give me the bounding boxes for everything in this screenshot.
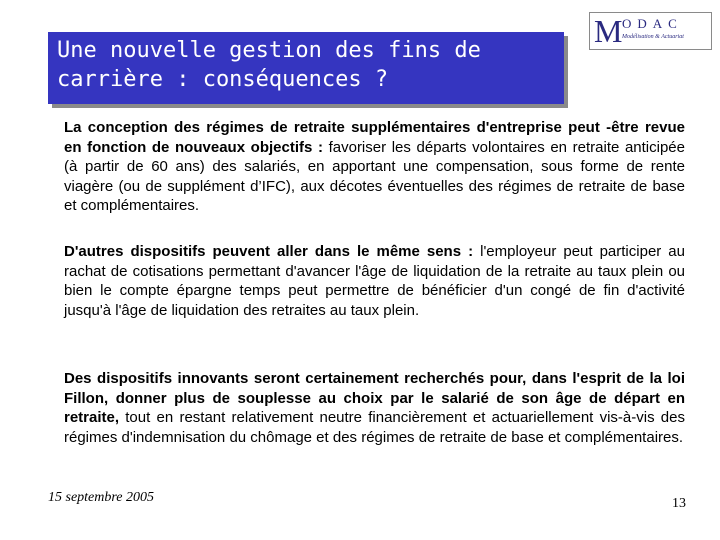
paragraph-supplementary-pensions bbox=[64, 118, 685, 216]
modac-logo bbox=[589, 12, 712, 50]
slide-title-box bbox=[48, 32, 564, 104]
paragraph-2-text: l'employeur peut participer au rachat de cotisations permettant d'avancer l'âge de liquidation de la retraite au taux plein ou bien le compte épargne temps peut permettre de bénéficier d'un congé de fin d'activité jusqu'à l'âge de liquidation des retraites au taux plein. bbox=[64, 243, 685, 319]
paragraph-2-bold: D'autres dispositifs peuvent aller dans le même sens : bbox=[64, 243, 474, 260]
logo-tagline: Modélisation & Actuariat bbox=[622, 34, 684, 40]
slide-title-line-1: Une nouvelle gestion des fins de bbox=[57, 38, 481, 63]
logo-initial: M bbox=[594, 13, 623, 49]
page-number: 13 bbox=[672, 496, 686, 511]
paragraph-3-text: tout en restant relativement neutre financièrement et actuariellement vis-à-vis des régimes d'indemnisation du chômage et des régimes de retraite de base et complémentaires. bbox=[64, 409, 685, 446]
footer-date: 15 septembre 2005 bbox=[48, 490, 155, 505]
slide-title-line-2: carrière : conséquences ? bbox=[57, 67, 389, 92]
paragraph-3-bold: Des dispositifs innovants seront certainement recherchés pour, dans l'esprit de la loi Fillon, donner plus de souplesse au choix par le salarié de son âge de départ en retraite, bbox=[64, 370, 685, 426]
logo-word: ODAC bbox=[622, 16, 683, 31]
paragraph-other-mechanisms bbox=[64, 242, 685, 320]
paragraph-1-bold: La conception des régimes de retraite supplémentaires d'entreprise peut -être revue en fonction de nouveaux objectifs : bbox=[64, 119, 685, 156]
paragraph-1-text: favoriser les départs volontaires en retraite anticipée (à partir de 60 ans) des salariés, en apportant une compensation, sous forme de rente viagère (ou de supplément d’IFC), aux décotes éventuelles des régimes de retraite de base et complémentaires. bbox=[64, 138, 685, 214]
paragraph-innovative-mechanisms bbox=[64, 369, 685, 447]
